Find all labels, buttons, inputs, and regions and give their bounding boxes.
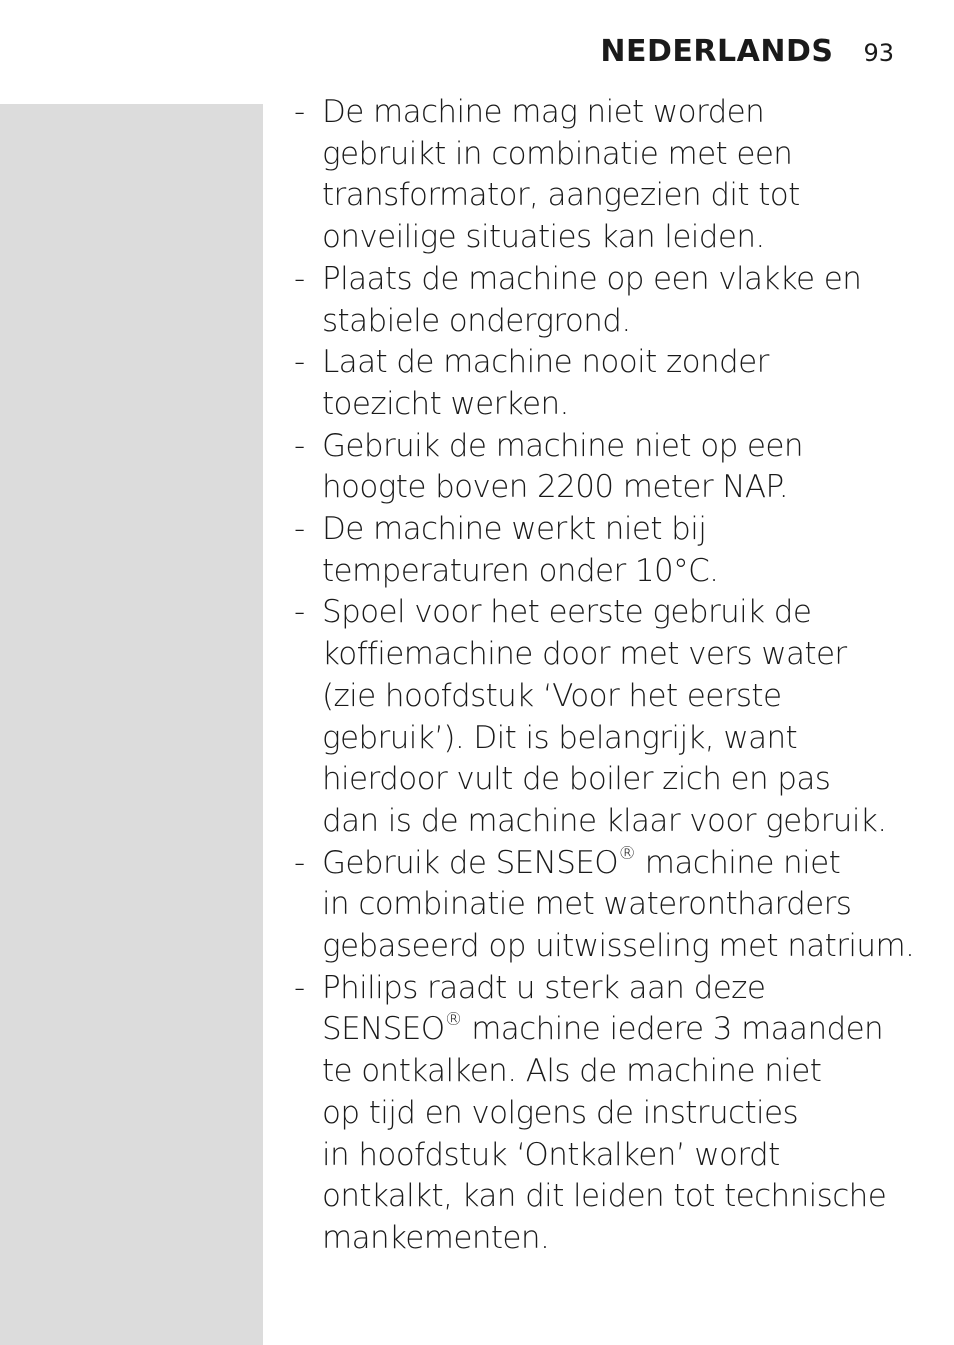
bullet-text-line: ontkalkt, kan dit leiden tot technische (322, 1178, 887, 1215)
bullet-item (292, 842, 915, 968)
main-content (292, 92, 915, 1260)
bullet-text-line: De machine mag niet worden (322, 94, 765, 130)
bullet-text-line: Gebruik de machine niet op een (322, 427, 803, 464)
text-run: SENSEO (322, 1011, 445, 1048)
bullet-dash: - (294, 844, 305, 881)
bullet-text-line (322, 843, 912, 885)
bullet-text-line: op tijd en volgens de instructies (322, 1094, 799, 1131)
text-run: Gebruik de SENSEO (322, 844, 619, 881)
bullet-text-line: Laat de machine nooit zonder (322, 344, 769, 381)
safety-bullet-list (292, 92, 915, 1260)
side-margin-panel (0, 104, 263, 1345)
bullet-dash: - (294, 260, 305, 297)
bullet-text-line: gebruik’). Dit is belangrijk, want (322, 719, 798, 756)
bullet-text-line: gebruikt in combinatie met een (322, 135, 793, 172)
bullet-item (292, 426, 912, 509)
registered-mark: ® (618, 842, 636, 864)
bullet-item (292, 592, 912, 842)
bullet-text-line: toezicht werken. (322, 385, 569, 422)
bullet-dash: - (294, 344, 305, 381)
bullet-text-line: temperaturen onder 10°C. (322, 552, 719, 589)
bullet-dash: - (294, 511, 305, 548)
text-run: machine iedere 3 maanden (461, 1011, 884, 1048)
bullet-text-line: (zie hoofdstuk ‘Voor het eerste (322, 677, 782, 714)
bullet-dash: - (294, 969, 305, 1006)
text-run: machine niet (635, 844, 841, 881)
page-header (600, 34, 894, 69)
bullet-dash: - (294, 94, 305, 130)
bullet-text-line: transformator, aangezien dit tot (322, 177, 800, 214)
bullet-text-line: hierdoor vult de boiler zich en pas (322, 761, 831, 798)
bullet-text-line: Plaats de machine op een vlakke en (322, 260, 862, 297)
bullet-text-line: te ontkalken. Als de machine niet (322, 1053, 822, 1090)
bullet-item (292, 968, 912, 1260)
bullet-text-line: stabiele ondergrond. (322, 302, 631, 339)
bullet-item (292, 342, 912, 425)
bullet-item (292, 259, 912, 342)
bullet-text-line: De machine werkt niet bij (322, 511, 707, 548)
bullet-text-line: koffiemachine door met vers water (322, 636, 847, 673)
bullet-text-line: Philips raadt u sterk aan deze (322, 969, 766, 1006)
page-number: 93 (863, 39, 894, 67)
bullet-text-line: onveilige situaties kan leiden. (322, 219, 765, 256)
bullet-dash: - (294, 427, 305, 464)
bullet-text-line: Spoel voor het eerste gebruik de (322, 594, 812, 631)
bullet-text-line: dan is de machine klaar voor gebruik. (322, 802, 887, 839)
bullet-text-line: in combinatie met waterontharders (322, 886, 852, 923)
bullet-text-line: in hoofdstuk ‘Ontkalken’ wordt (322, 1136, 780, 1173)
bullet-text-line: hoogte boven 2200 meter NAP. (322, 469, 788, 506)
bullet-text-line (322, 1009, 912, 1051)
registered-mark: ® (444, 1009, 462, 1031)
bullet-item (292, 509, 912, 592)
bullet-text-line: mankementen. (322, 1219, 550, 1256)
section-title: NEDERLANDS (600, 34, 834, 69)
bullet-item (292, 92, 912, 259)
bullet-dash: - (294, 594, 305, 631)
bullet-text-line: gebaseerd op uitwisseling met natrium. (322, 928, 915, 965)
